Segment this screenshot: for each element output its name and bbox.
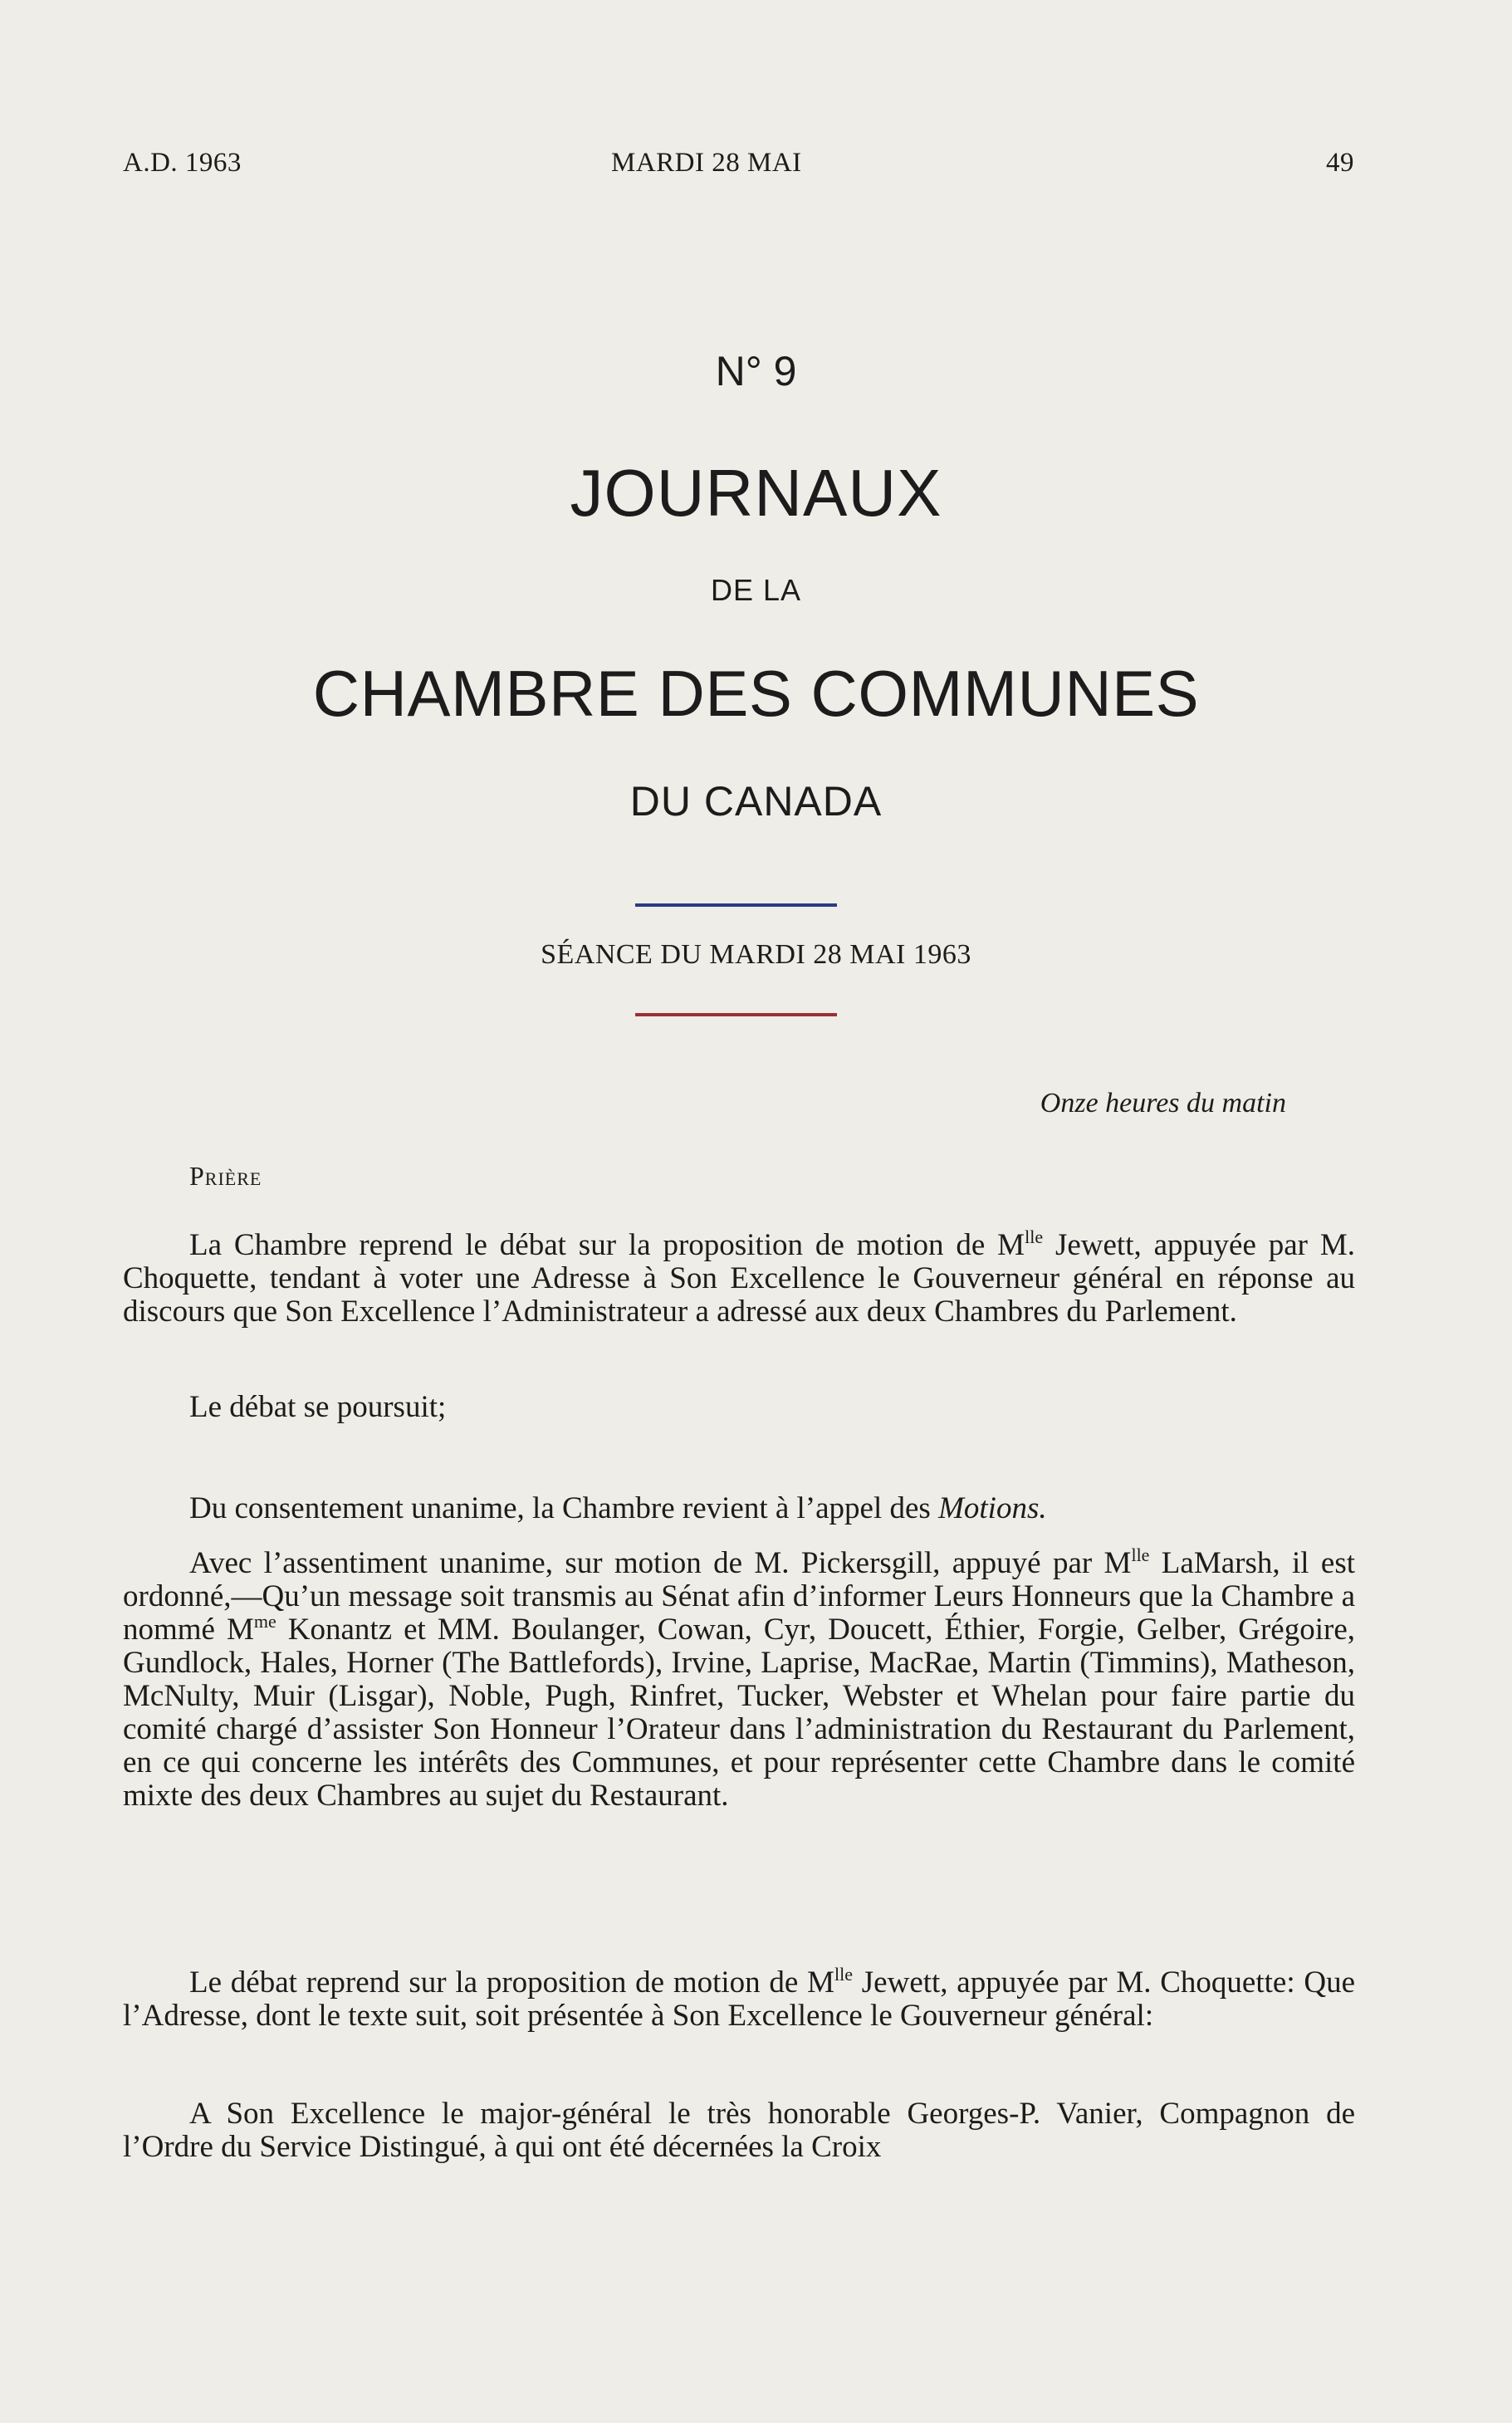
paragraph-text: Avec l’assentiment unanime, sur motion de M. Pickersgill, appuyé par M <box>189 1546 1132 1580</box>
paragraph-debate-resumes <box>123 1226 1356 1329</box>
page-number: 49 <box>1326 148 1354 178</box>
superscript: me <box>253 1611 276 1632</box>
superscript: lle <box>1025 1226 1044 1247</box>
paragraph-address-motion <box>123 1966 1355 2033</box>
paragraph-text: LaMarsh, il est ordonné,—Qu’un message soit transmis au Sénat afin d’informer Leurs Honneurs que la Chambre a nommé M <box>123 1546 1355 1647</box>
paragraph-text: Le débat reprend sur la proposition de motion de M <box>189 1965 835 2000</box>
paragraph-text: Du consentement unanime, la Chambre revient à l’appel des <box>189 1491 939 1525</box>
running-head-year: A.D. 1963 <box>123 148 242 178</box>
paragraph-text: La Chambre reprend le débat sur la proposition de motion de M <box>189 1228 1025 1262</box>
sitting-heading: SÉANCE DU MARDI 28 MAI 1963 <box>541 939 971 970</box>
paragraph-address-opening <box>123 2097 1355 2164</box>
journal-title-connector: DE LA <box>710 573 802 607</box>
sitting-time: Onze heures du matin <box>1040 1088 1286 1118</box>
paragraph-text: A Son Excellence le major-général le très honorable Georges-P. Vanier, Compagnon de l’Ordre du Service Distingué, à qui ont été décernées la Croix <box>123 2097 1355 2164</box>
italic-term: Motions. <box>938 1491 1047 1525</box>
blue-divider <box>635 903 837 907</box>
paragraph-unanimous-consent <box>123 1492 1355 1525</box>
prayer-heading: Prière <box>189 1161 262 1191</box>
house-name: CHAMBRE DES COMMUNES <box>312 657 1200 730</box>
running-head-date: MARDI 28 MAI <box>611 148 802 178</box>
paragraph-text: Le débat se poursuit; <box>189 1390 447 1424</box>
paragraph-text: Jewett, appuyée par M. Choquette, tendant à voter une Adresse à Son Excellence le Gouverneur général en réponse au discours que Son Excellence l’Administrateur a adressé aux deux Chambres du Parlement. <box>123 1228 1356 1329</box>
country-name: DU CANADA <box>629 778 883 825</box>
red-divider <box>635 1013 837 1016</box>
superscript: lle <box>1131 1544 1150 1565</box>
issue-number: N° 9 <box>715 348 797 394</box>
paragraph-committee-order <box>123 1544 1355 1813</box>
paragraph-text: Jewett, appuyée par M. Choquette: Que l’Adresse, dont le texte suit, soit présentée à Son Excellence le Gouverneur général: <box>123 1965 1355 2033</box>
paragraph-debate-continues <box>123 1391 1355 1424</box>
journal-title: JOURNAUX <box>570 456 942 530</box>
paragraph-text: Konantz et MM. Boulanger, Cowan, Cyr, Doucett, Éthier, Forgie, Gelber, Grégoire, Gundlock, Hales, Horner (The Battlefords), Irvine, Laprise, MacRae, Martin (Timmins), Matheson, McNulty, Muir (Lisgar), Noble, Pugh, Rinfret, Tucker, Webster et Whelan pour faire partie du comité chargé d’assister Son Honneur l’Orateur dans l’administration du Restaurant du Parlement, en ce qui concerne les intérêts des Communes, et pour représenter cette Chambre dans le comité mixte des deux Chambres au sujet du Restaurant. <box>123 1613 1355 1813</box>
superscript: lle <box>834 1964 854 1985</box>
